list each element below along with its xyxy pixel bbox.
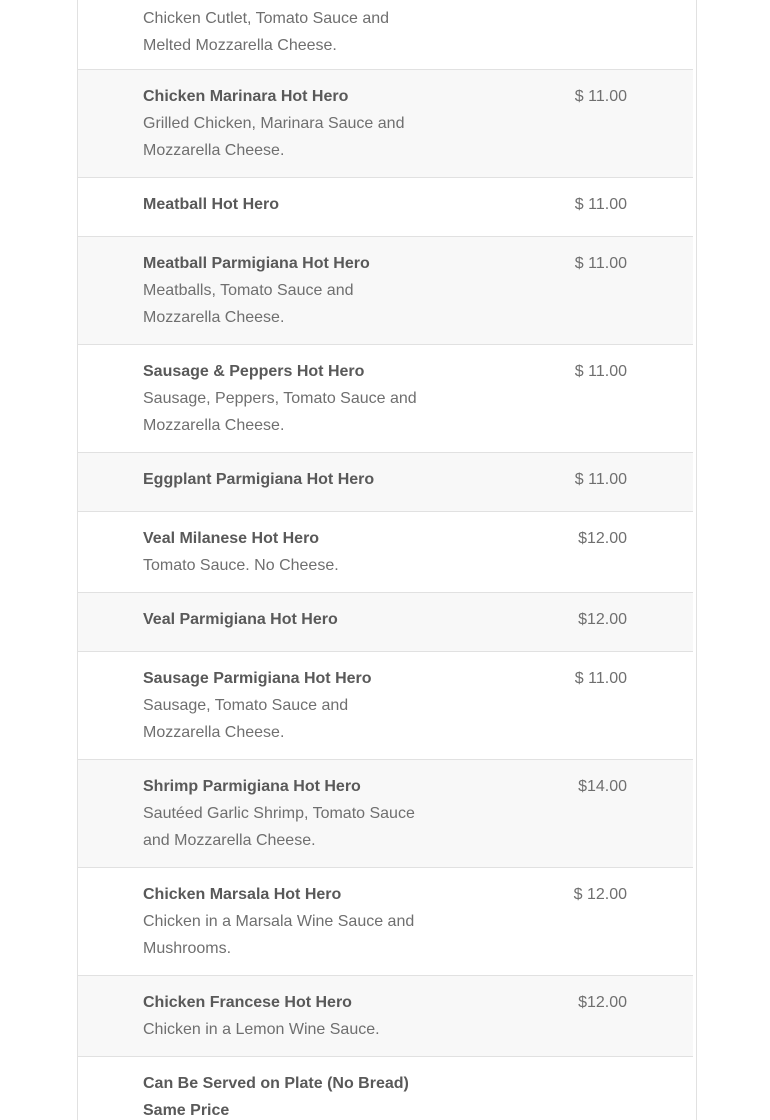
menu-item-name: Shrimp Parmigiana Hot Hero	[143, 778, 361, 795]
menu-item-row	[78, 512, 693, 593]
menu-item-row	[78, 178, 693, 237]
menu-item-text-block	[143, 1070, 693, 1120]
menu-item-text-block	[143, 358, 575, 439]
menu-item-text-block	[143, 83, 575, 164]
menu-item-price: $12.00	[578, 530, 627, 547]
menu-item-description: Sausage, Tomato Sauce and Mozzarella Cheese.	[143, 697, 349, 741]
menu-item-text-block	[143, 5, 693, 59]
menu-item-text-block	[143, 525, 578, 579]
menu-item-row	[78, 593, 693, 652]
menu-item-price: $12.00	[578, 611, 627, 628]
menu-item-text-block	[143, 191, 575, 218]
menu-item-description: Sautéed Garlic Shrimp, Tomato Sauce and Mozzarella Cheese.	[143, 805, 415, 849]
menu-item-description: Tomato Sauce. No Cheese.	[143, 557, 339, 574]
menu-item-row	[78, 976, 693, 1057]
menu-item-name: Veal Parmigiana Hot Hero	[143, 611, 338, 628]
menu-item-text-block	[143, 989, 578, 1043]
menu-item-text-block	[143, 773, 578, 854]
menu-item-price: $ 11.00	[574, 670, 627, 687]
menu-item-description: Chicken Cutlet, Tomato Sauce and Melted Mozzarella Cheese.	[143, 10, 390, 54]
menu-item-price: $12.00	[578, 994, 627, 1011]
menu-item-name: Veal Milanese Hot Hero	[143, 530, 320, 547]
menu-item-description: Grilled Chicken, Marinara Sauce and Mozzarella Cheese.	[143, 115, 405, 159]
menu-item-row	[78, 1057, 693, 1120]
menu-item-name: Chicken Francese Hot Hero	[143, 994, 352, 1011]
menu-item-price: $ 11.00	[574, 363, 627, 380]
menu-item-description: Chicken in a Marsala Wine Sauce and Mushrooms.	[143, 913, 415, 957]
menu-item-name: Meatball Parmigiana Hot Hero	[143, 255, 370, 272]
menu-item-name: Eggplant Parmigiana Hot Hero	[143, 471, 375, 488]
menu-item-row	[78, 868, 693, 976]
menu-item-description: Meatballs, Tomato Sauce and Mozzarella Cheese.	[143, 282, 354, 326]
menu-item-row	[78, 652, 693, 760]
menu-item-text-block	[143, 881, 574, 962]
menu-item-row	[78, 453, 693, 512]
menu-item-price: $ 12.00	[573, 886, 627, 903]
menu-item-price: $ 11.00	[574, 196, 627, 213]
menu-item-price: $14.00	[578, 778, 627, 795]
menu-item-name: Sausage Parmigiana Hot Hero	[143, 670, 372, 687]
menu-item-row	[78, 760, 693, 868]
menu-item-price: $ 11.00	[574, 88, 627, 105]
menu-item-price: $ 11.00	[574, 471, 627, 488]
menu-item-text-block	[143, 665, 575, 746]
menu-item-text-block	[143, 606, 578, 633]
menu-item-description: Chicken in a Lemon Wine Sauce.	[143, 1021, 380, 1038]
menu-item-row	[78, 0, 693, 70]
menu-item-name: Sausage & Peppers Hot Hero	[143, 363, 365, 380]
menu-item-text-block	[143, 250, 575, 331]
menu-item-description: Sausage, Peppers, Tomato Sauce and Mozzarella Cheese.	[143, 390, 417, 434]
menu-item-row	[78, 237, 693, 345]
menu-item-row	[78, 70, 693, 178]
menu-item-text-block	[143, 466, 575, 493]
menu-items-list	[77, 0, 697, 1120]
menu-item-price: $ 11.00	[574, 255, 627, 272]
menu-item-name: Chicken Marsala Hot Hero	[143, 886, 342, 903]
menu-item-name: Meatball Hot Hero	[143, 196, 280, 213]
menu-item-name: Chicken Marinara Hot Hero	[143, 88, 349, 105]
menu-item-name: Can Be Served on Plate (No Bread) Same Price	[143, 1075, 409, 1119]
menu-item-row	[78, 345, 693, 453]
